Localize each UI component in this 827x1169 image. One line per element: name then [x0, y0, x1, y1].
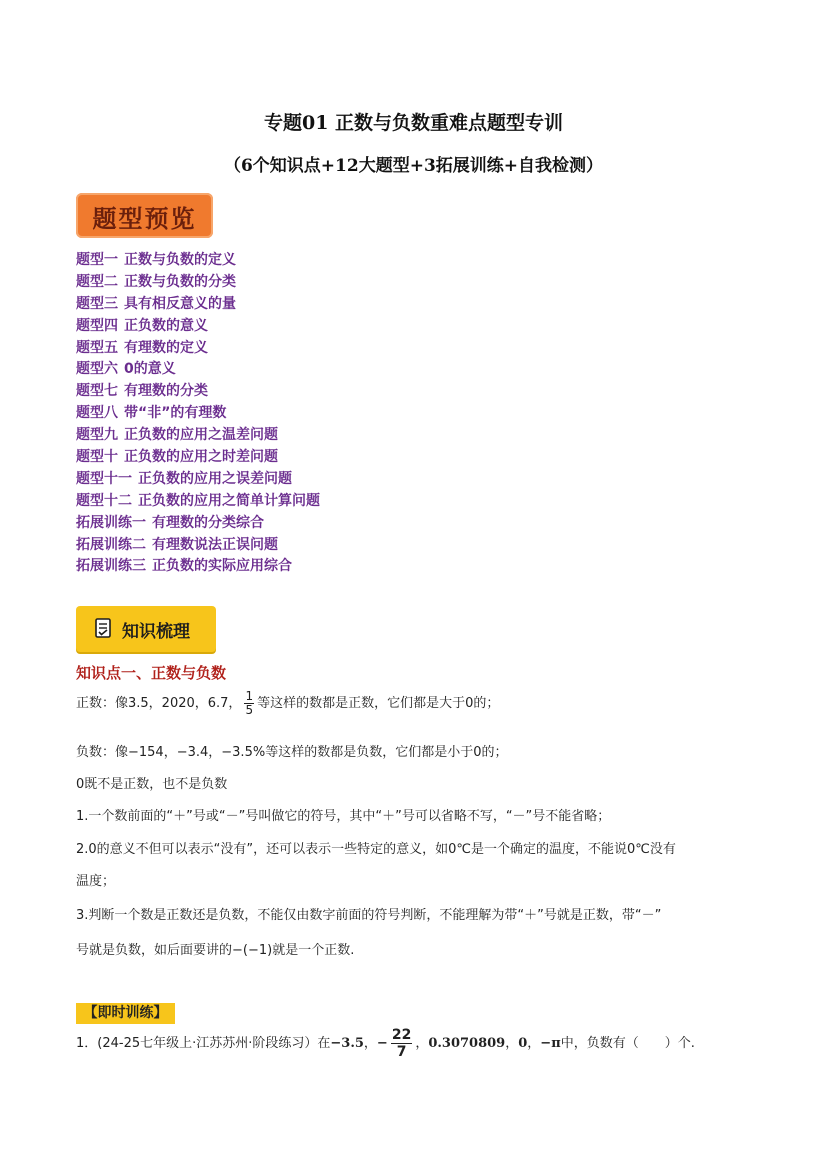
document-icon — [95, 618, 111, 638]
toc-item[interactable] — [76, 513, 320, 535]
toc-item[interactable] — [76, 425, 320, 447]
toc-item[interactable] — [76, 338, 320, 360]
note-3-line-1: 3.判断一个数是正数还是负数，不能仅由数字前面的符号判断，不能理解为带“＋”号就是正数，带“－” — [76, 908, 662, 923]
toc-item-label: 题型八 — [76, 405, 118, 422]
zero-definition: 0既不是正数，也不是负数 — [76, 777, 228, 792]
fraction-denominator: 7 — [396, 1044, 407, 1060]
toc-item-label: 题型十二 — [76, 492, 132, 509]
toc-item-text: 正负数的应用之简单计算问题 — [138, 492, 320, 509]
toc-item-text: 正数与负数的分类 — [124, 273, 236, 290]
fraction-denominator: 5 — [245, 703, 254, 717]
fraction-sign: − — [376, 1036, 388, 1051]
toc-item[interactable] — [76, 294, 320, 316]
fraction-numerator: 1 — [245, 689, 254, 703]
positive-prefix: 正数：像3.5，2020，6.7， — [76, 696, 242, 711]
toc-item-text: 带“非”的有理数 — [124, 405, 227, 422]
toc-item-text: 有理数的分类综合 — [152, 514, 264, 531]
value-3: 0.3070809 — [428, 1036, 506, 1051]
toc-item-text: 正负数的应用之温差问题 — [124, 427, 278, 444]
value-4: 0 — [518, 1036, 528, 1051]
toc-item-label: 题型六 — [76, 361, 118, 378]
toc-list — [76, 250, 320, 578]
fraction-numerator: 22 — [391, 1027, 412, 1043]
toc-item-label: 题型一 — [76, 252, 118, 268]
page-title: 专题01 正数与负数重难点题型专训 — [263, 112, 564, 134]
question-1 — [76, 1027, 695, 1060]
positive-suffix: 等这样的数都是正数，它们都是大于0的； — [257, 696, 500, 711]
toc-item[interactable] — [76, 381, 320, 403]
value-1: −3.5 — [330, 1036, 364, 1051]
toc-item[interactable] — [76, 359, 320, 381]
toc-item-text: 正负数的实际应用综合 — [152, 558, 292, 575]
toc-item[interactable] — [76, 447, 320, 469]
toc-item[interactable] — [76, 469, 320, 491]
toc-item-label: 题型四 — [76, 317, 118, 334]
toc-item[interactable] — [76, 403, 320, 425]
negative-definition: 负数：像−154，−3.4，−3.5%等这样的数都是负数，它们都是小于0的； — [76, 745, 508, 760]
toc-item-text: 有理数说法正误问题 — [152, 536, 278, 553]
toc-item-text: 0的意义 — [124, 361, 176, 378]
toc-item-text: 有理数的定义 — [124, 339, 208, 356]
preview-badge-label: 题型预览 — [92, 205, 197, 233]
note-1: 1.一个数前面的“＋”号或“－”号叫做它的符号，其中“＋”号可以省略不写，“－”号不能省略； — [76, 809, 611, 824]
toc-item-label: 题型五 — [76, 339, 118, 356]
question-suffix: 中，负数有（ ）个. — [560, 1036, 695, 1051]
value-5: −π — [540, 1036, 561, 1051]
note-3-line-2: 号就是负数，如后面要讲的−(−1)就是一个正数. — [76, 943, 355, 958]
toc-item[interactable] — [76, 316, 320, 338]
note-2-line-2: 温度； — [76, 874, 116, 889]
separator: ， — [415, 1036, 429, 1051]
fraction-22-7 — [391, 1027, 412, 1060]
toc-item-text: 正负数的应用之误差问题 — [138, 470, 292, 487]
knowledge-badge — [76, 606, 216, 652]
toc-item[interactable] — [76, 556, 320, 578]
toc-item-label: 拓展训练三 — [76, 558, 146, 575]
toc-item-label: 题型三 — [76, 295, 118, 312]
toc-item[interactable] — [76, 272, 320, 294]
toc-item[interactable] — [76, 491, 320, 513]
toc-item-text: 有理数的分类 — [124, 383, 208, 400]
training-badge: 【即时训练】 — [76, 1003, 175, 1024]
toc-item-label: 题型十一 — [76, 470, 132, 487]
knowledge-point-heading: 知识点一、正数与负数 — [76, 664, 227, 682]
toc-item-text: 正负数的意义 — [124, 317, 208, 334]
toc-item-text: 正负数的应用之时差问题 — [124, 449, 278, 466]
preview-badge — [76, 193, 213, 238]
positive-definition — [76, 690, 499, 717]
toc-item-label: 题型十 — [76, 449, 118, 466]
toc-item-label: 题型九 — [76, 427, 118, 444]
knowledge-badge-label: 知识梳理 — [122, 622, 190, 642]
toc-item-label: 题型二 — [76, 273, 118, 290]
note-2-line-1: 2.0的意义不但可以表示“没有”，还可以表示一些特定的意义，如0℃是一个确定的温度，不能说0℃没有 — [76, 842, 676, 857]
toc-item-text: 正数与负数的定义 — [124, 252, 236, 268]
question-prefix: 1．(24-25七年级上·江苏苏州·阶段练习）在 — [76, 1036, 331, 1051]
separator: ， — [505, 1036, 519, 1051]
separator: ， — [363, 1036, 377, 1051]
fraction-one-fifth — [244, 690, 254, 717]
toc-item-label: 题型七 — [76, 383, 118, 400]
toc-item-text: 具有相反意义的量 — [124, 295, 236, 312]
toc-item[interactable] — [76, 535, 320, 557]
page-subtitle: （6个知识点+12大题型+3拓展训练+自我检测） — [223, 156, 604, 176]
toc-item-label: 拓展训练二 — [76, 536, 146, 553]
separator: ， — [527, 1036, 541, 1051]
toc-item[interactable] — [76, 250, 320, 272]
toc-item-label: 拓展训练一 — [76, 514, 146, 531]
